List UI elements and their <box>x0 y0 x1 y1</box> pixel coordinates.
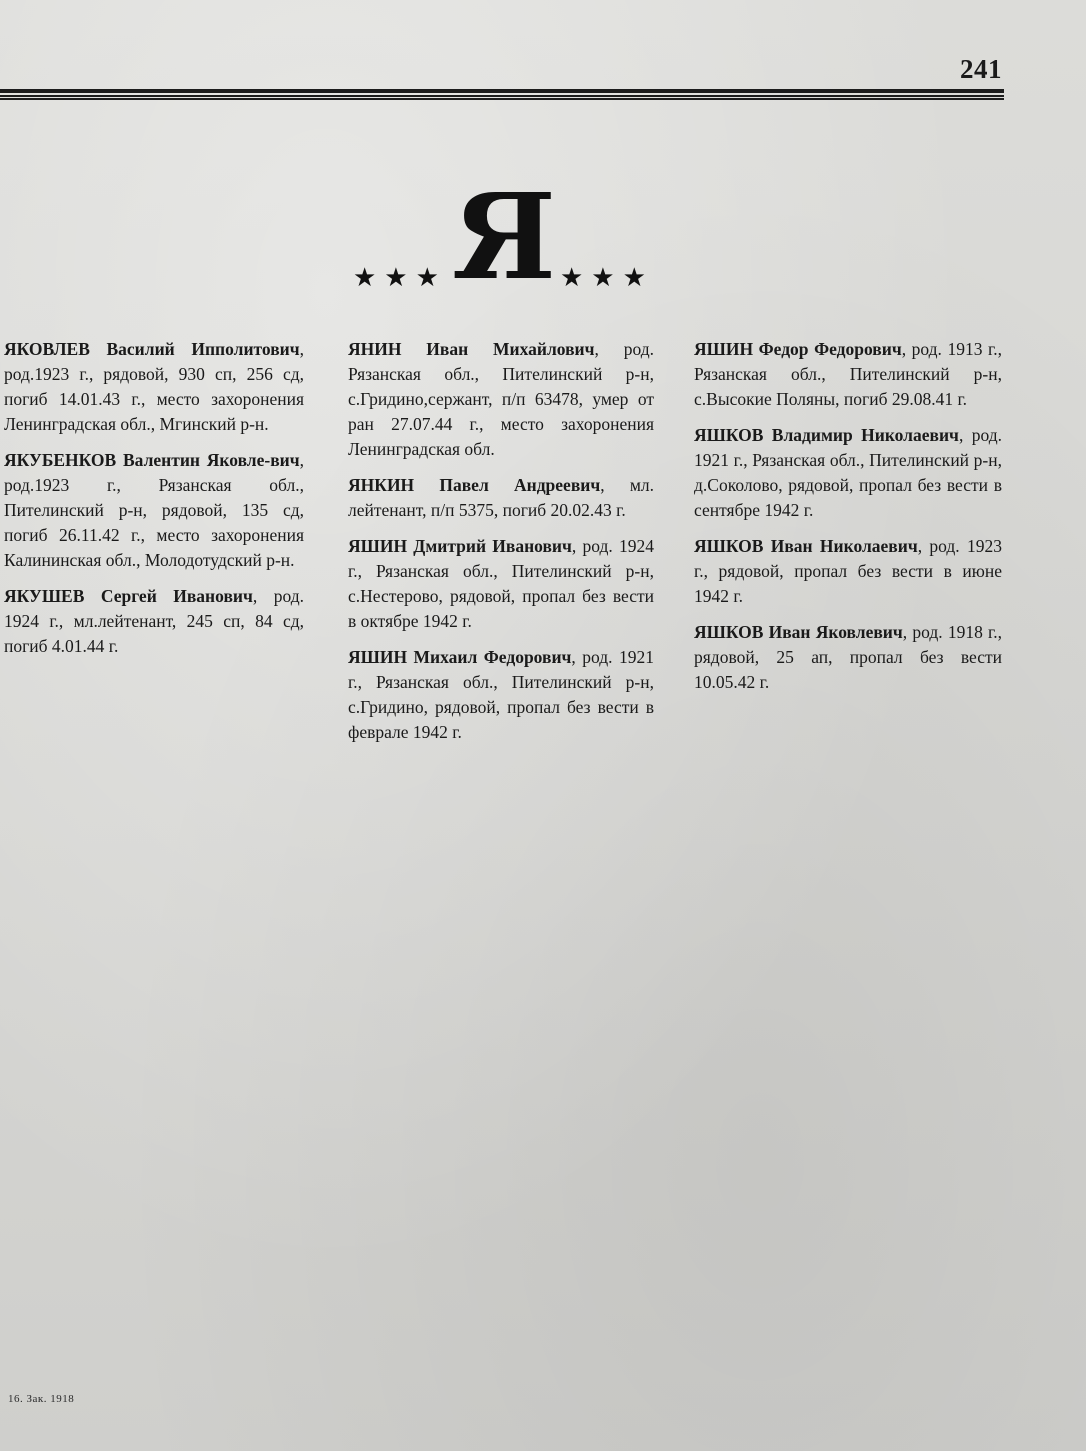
entry <box>348 534 654 634</box>
entry <box>4 448 304 573</box>
entry-text: , род. 1921 г., Рязанская обл., Пителинский р-н, д.Соколово, рядовой, пропал без вести в сентябре 1942 г. <box>694 425 1002 520</box>
entry-name: ЯШИН Федор Федорович <box>694 339 902 359</box>
header-rule <box>0 89 1004 100</box>
entry <box>694 337 1002 412</box>
entry <box>4 584 304 659</box>
section-letter: Я <box>452 167 557 306</box>
header-rule-thin-upper <box>0 95 1004 97</box>
entry-text: , род. Рязанская обл., Пителинский р-н, с.Гридино,сержант, п/п 63478, умер от ран 27.07.44 г., место захоронения Ленинградская обл. <box>348 339 654 459</box>
page-number: 241 <box>960 54 1002 84</box>
entry-text: , род. 1913 г., Рязанская обл., Пителинский р-н, с.Высокие Поляны, погиб 29.08.41 г. <box>694 339 1002 409</box>
entry-name: ЯШИН Дмитрий Иванович <box>348 536 572 556</box>
printer-signature: 16. Зак. 1918 <box>8 1393 75 1405</box>
entry <box>694 534 1002 609</box>
entry-text: , мл. лейтенант, п/п 5375, погиб 20.02.43 г. <box>348 475 654 520</box>
entry-text: , род. 1924 г., Рязанская обл., Пителинский р-н, с.Нестерово, рядовой, пропал без вести в октябре 1942 г. <box>348 536 654 631</box>
entry-name: ЯКУБЕНКОВ Валентин Яковле-вич <box>4 450 300 470</box>
entry <box>348 337 654 462</box>
entry-name: ЯШКОВ Иван Яковлевич <box>694 622 903 642</box>
stars-right: ★★★ <box>560 263 654 292</box>
entry <box>694 620 1002 695</box>
stars-left: ★★★ <box>353 263 447 292</box>
entry-text: , род. 1923 г., рядовой, пропал без вести в июне 1942 г. <box>694 536 1002 606</box>
header-rule-thick <box>0 89 1004 93</box>
column-1 <box>4 337 304 670</box>
entry-name: ЯКОВЛЕВ Василий Ипполитович <box>4 339 300 359</box>
entry-name: ЯШКОВ Иван Николаевич <box>694 536 918 556</box>
entry <box>348 645 654 745</box>
entry-text: , род. 1918 г., рядовой, 25 ап, пропал без вести 10.05.42 г. <box>694 622 1002 692</box>
entry-text: , род.1923 г., рядовой, 930 сп, 256 сд, погиб 14.01.43 г., место захоронения Ленинградская обл., Мгинский р-н. <box>4 339 304 434</box>
header-rule-thin-lower <box>0 98 1004 100</box>
entry-name: ЯШКОВ Владимир Николаевич <box>694 425 959 445</box>
entry-text: , род. 1921 г., Рязанская обл., Пителинский р-н, с.Гридино, рядовой, пропал без вести в феврале 1942 г. <box>348 647 654 742</box>
entry-name: ЯНИН Иван Михайлович <box>348 339 595 359</box>
entry <box>4 337 304 437</box>
entry <box>348 473 654 523</box>
entry-text: , род. 1924 г., мл.лейтенант, 245 сп, 84 сд, погиб 4.01.44 г. <box>4 586 304 656</box>
entry-name: ЯШИН Михаил Федорович <box>348 647 572 667</box>
entry-text: , род.1923 г., Рязанская обл., Пителинский р-н, рядовой, 135 сд, погиб 26.11.42 г., место захоронения Калининская обл., Молодотудский р-н. <box>4 450 304 570</box>
entry-name: ЯНКИН Павел Андреевич <box>348 475 601 495</box>
entry-name: ЯКУШЕВ Сергей Иванович <box>4 586 253 606</box>
entry <box>694 423 1002 523</box>
column-2 <box>348 337 654 756</box>
column-3 <box>694 337 1002 706</box>
